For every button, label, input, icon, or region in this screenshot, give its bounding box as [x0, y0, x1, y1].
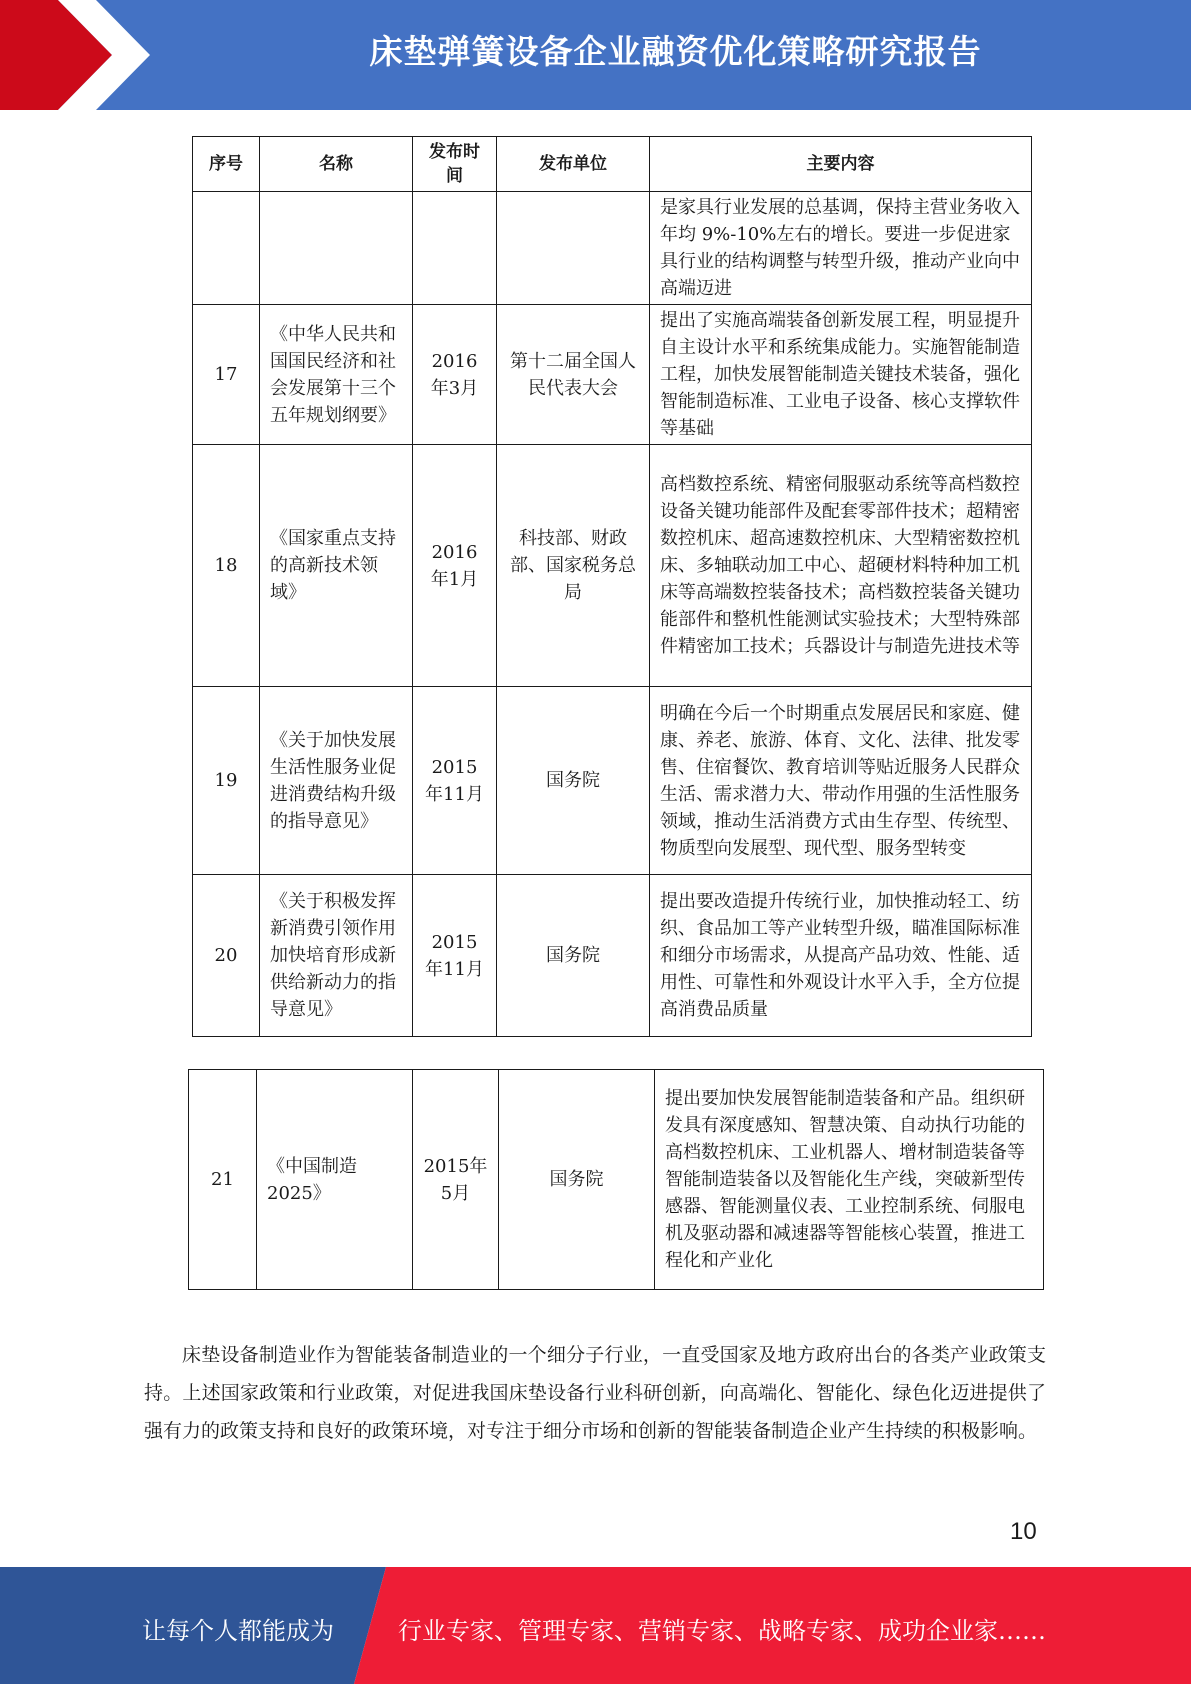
table-row	[189, 1070, 1044, 1290]
footer-slogan-left: 让每个人都能成为	[142, 1617, 334, 1645]
row-name: 《中国制造2025》	[257, 1070, 413, 1290]
row-name	[260, 192, 413, 305]
report-title: 床垫弹簧设备企业融资优化策略研究报告	[369, 32, 982, 71]
table-row	[193, 687, 1032, 875]
row-number	[193, 192, 260, 305]
table-header-row	[193, 137, 1032, 192]
col-header-unit: 发布单位	[497, 137, 650, 192]
row-number: 17	[193, 305, 260, 445]
row-unit: 国务院	[497, 687, 650, 875]
page-footer	[0, 1567, 1191, 1684]
row-number: 20	[193, 875, 260, 1037]
row-content: 明确在今后一个时期重点发展居民和家庭、健康、养老、旅游、体育、文化、法律、批发零售、住宿餐饮、教育培训等贴近服务人民群众生活、需求潜力大、带动作用强的生活性服务领域，推动生活消费方式由生存型、传统型、物质型向发展型、现代型、服务型转变	[650, 687, 1032, 875]
row-content: 提出了实施高端装备创新发展工程，明显提升自主设计水平和系统集成能力。实施智能制造工程，加快发展智能制造关键技术装备，强化智能制造标准、工业电子设备、核心支撑软件等基础	[650, 305, 1032, 445]
page-number: 10	[1010, 1518, 1037, 1545]
row-number: 18	[193, 445, 260, 687]
row-unit	[497, 192, 650, 305]
table-row	[193, 445, 1032, 687]
row-date: 2015年5月	[413, 1070, 499, 1290]
page-header	[0, 0, 1191, 110]
col-header-num: 序号	[193, 137, 260, 192]
row-content: 是家具行业发展的总基调，保持主营业务收入年均 9%-10%左右的增长。要进一步促进家具行业的结构调整与转型升级，推动产业向中高端迈进	[650, 192, 1032, 305]
row-date: 2015年11月	[413, 687, 497, 875]
row-date: 2016年3月	[413, 305, 497, 445]
policy-table	[192, 136, 1032, 1037]
row-name: 《关于加快发展生活性服务业促进消费结构升级的指导意见》	[260, 687, 413, 875]
table-row	[193, 875, 1032, 1037]
row-name: 《中华人民共和国国民经济和社会发展第十三个五年规划纲要》	[260, 305, 413, 445]
row-date	[413, 192, 497, 305]
row-unit: 科技部、财政部、国家税务总局	[497, 445, 650, 687]
table-row	[193, 305, 1032, 445]
table-row	[193, 192, 1032, 305]
footer-slogan-right: 行业专家、管理专家、营销专家、战略专家、成功企业家……	[398, 1617, 1046, 1645]
row-unit: 第十二届全国人民代表大会	[497, 305, 650, 445]
col-header-name: 名称	[260, 137, 413, 192]
row-content: 高档数控系统、精密伺服驱动系统等高档数控设备关键功能部件及配套零部件技术；超精密数控机床、超高速数控机床、大型精密数控机床、多轴联动加工中心、超硬材料特种加工机床等高端数控装备技术；高档数控装备关键功能部件和整机性能测试实验技术；大型特殊部件精密加工技术；兵器设计与制造先进技术等	[650, 445, 1032, 687]
row-number: 21	[189, 1070, 257, 1290]
row-date: 2015年11月	[413, 875, 497, 1037]
col-header-date: 发布时间	[413, 137, 497, 192]
row-name: 《国家重点支持的高新技术领域》	[260, 445, 413, 687]
row-content: 提出要改造提升传统行业，加快推动轻工、纺织、食品加工等产业转型升级，瞄准国际标准和细分市场需求，从提高产品功效、性能、适用性、可靠性和外观设计水平入手，全方位提高消费品质量	[650, 875, 1032, 1037]
row-date: 2016年1月	[413, 445, 497, 687]
row-unit: 国务院	[499, 1070, 655, 1290]
row-unit: 国务院	[497, 875, 650, 1037]
col-header-content: 主要内容	[650, 137, 1032, 192]
row-content: 提出要加快发展智能制造装备和产品。组织研发具有深度感知、智慧决策、自动执行功能的高档数控机床、工业机器人、增材制造装备等智能制造装备以及智能化生产线，突破新型传感器、智能测量仪表、工业控制系统、伺服电机及驱动器和减速器等智能核心装置，推进工程化和产业化	[655, 1070, 1044, 1290]
row-name: 《关于积极发挥新消费引领作用加快培育形成新供给新动力的指导意见》	[260, 875, 413, 1037]
policy-table-continued	[188, 1069, 1044, 1290]
body-paragraph: 床垫设备制造业作为智能装备制造业的一个细分子行业，一直受国家及地方政府出台的各类产业政策支持。上述国家政策和行业政策，对促进我国床垫设备行业科研创新，向高端化、智能化、绿色化迈进提供了强有力的政策支持和良好的政策环境，对专注于细分市场和创新的智能装备制造企业产生持续的积极影响。	[144, 1344, 1046, 1442]
row-number: 19	[193, 687, 260, 875]
